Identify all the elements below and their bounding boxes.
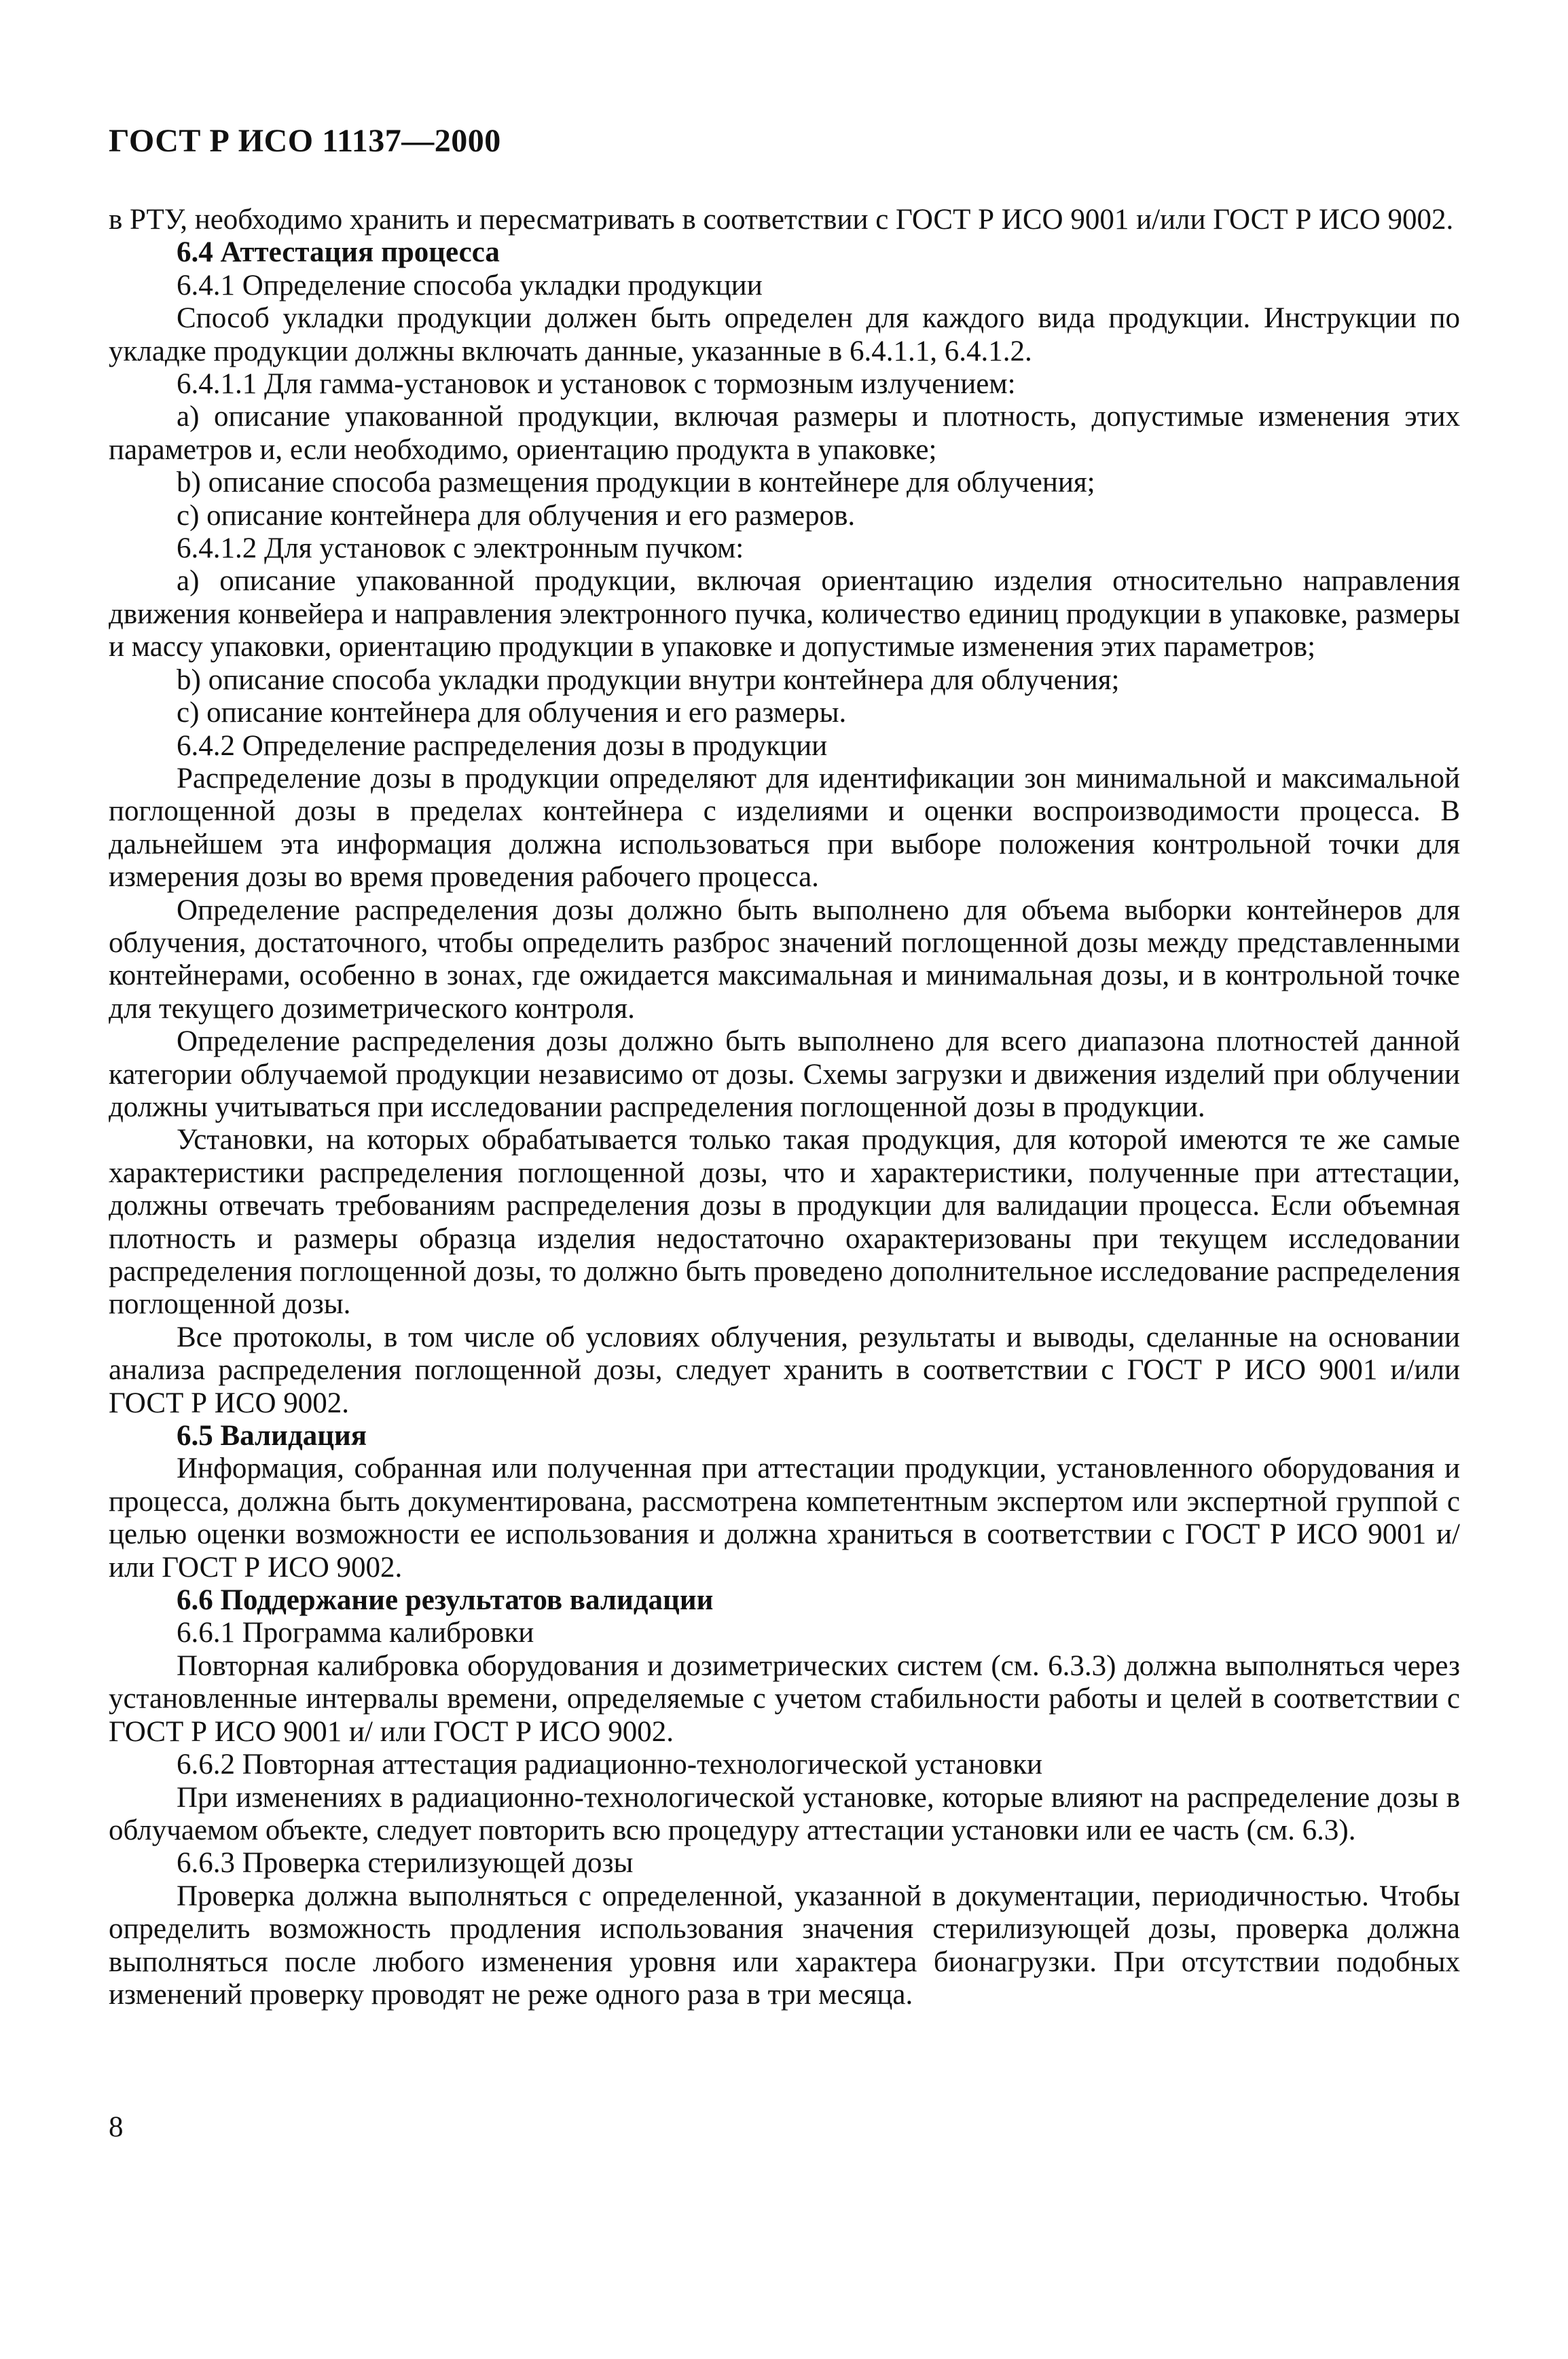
list-item: а) описание упакованной продукции, включая размеры и плотность, допустимые изменения этих параметров и, если необходимо, ориентацию продукта в упаковке; — [109, 401, 1460, 466]
section-heading-6-6: 6.6 Поддержание результатов валидации — [177, 1584, 714, 1617]
subsection-heading-6-4-1-1: 6.4.1.1 Для гамма-установок и установок с тормозным излучением: — [177, 368, 1016, 401]
subsection-heading-6-6-1: 6.6.1 Программа калибровки — [177, 1617, 534, 1649]
list-item: b) описание способа укладки продукции внутри контейнера для облучения; — [177, 663, 1120, 696]
list-item: с) описание контейнера для облучения и его размеров. — [177, 499, 856, 532]
paragraph: Повторная калибровка оборудования и дозиметрических систем (см. 6.3.3) должна выполняться через установленные интервалы времени, определяемые с учетом стабильности работы и целей в соответствии с ГОСТ Р ИСО 9001 и/ или ГОСТ Р ИСО 9002. — [109, 1649, 1460, 1748]
document-header: ГОСТ Р ИСО 11137—2000 — [109, 123, 501, 159]
subsection-heading-6-4-1-2: 6.4.1.2 Для установок с электронным пучком: — [177, 532, 744, 565]
list-item: с) описание контейнера для облучения и его размеры. — [177, 697, 847, 729]
document-body — [109, 204, 1460, 2011]
section-heading-6-4: 6.4 Аттестация процесса — [177, 236, 500, 269]
paragraph: Определение распределения дозы должно быть выполнено для всего диапазона плотностей данной категории облучаемой продукции независимо от дозы. Схемы загрузки и движения изделий при облучении должны учитываться при исследовании распределения поглощенной дозы в продукции. — [109, 1025, 1460, 1123]
paragraph: Распределение дозы в продукции определяют для идентификации зон минимальной и максимальной поглощенной дозы в пределах контейнера с изделиями и оценки воспроизводимости процесса. В дальнейшем эта информация должна использоваться при выборе положения контрольной точки для измерения дозы во время проведения рабочего процесса. — [109, 762, 1460, 894]
subsection-heading-6-4-1: 6.4.1 Определение способа укладки продукции — [177, 269, 763, 301]
paragraph: Все протоколы, в том числе об условиях облучения, результаты и выводы, сделанные на основании анализа распределения поглощенной дозы, следует хранить в соответствии с ГОСТ Р ИСО 9001 и/или ГОСТ Р ИСО 9002. — [109, 1321, 1460, 1419]
paragraph: Способ укладки продукции должен быть определен для каждого вида продукции. Инструкции по укладке продукции должны включать данные, указанные в 6.4.1.1, 6.4.1.2. — [109, 302, 1460, 367]
subsection-heading-6-4-2: 6.4.2 Определение распределения дозы в продукции — [177, 729, 828, 762]
paragraph: Установки, на которых обрабатывается только такая продукция, для которой имеются те же самые характеристики распределения поглощенной дозы, что и характеристики, полученные при аттестации, должны отвечать требованиям распределения дозы в продукции для валидации процесса. Если объемная плотность и размеры образца изделия недостаточно охарактеризованы при текущем исследовании распределения поглощенной дозы, то должно быть проведено дополнительное исследование распределения поглощенной дозы. — [109, 1124, 1460, 1321]
paragraph: Информация, собранная или полученная при аттестации продукции, установленного оборудования и процесса, должна быть документирована, рассмотрена компетентным экспертом или экспертной группой с целью оценки возможности ее использования и должна храниться в соответствии с ГОСТ Р ИСО 9001 и/или ГОСТ Р ИСО 9002. — [109, 1452, 1460, 1584]
list-item: b) описание способа размещения продукции в контейнере для облучения; — [177, 467, 1095, 499]
list-item: а) описание упакованной продукции, включая ориентацию изделия относительно направления движения конвейера и направления электронного пучка, количество единиц продукции в упаковке, размеры и массу упаковки, ориентацию продукции в упаковке и допустимые изменения этих параметров; — [109, 565, 1460, 663]
subsection-heading-6-6-3: 6.6.3 Проверка стерилизующей дозы — [177, 1847, 634, 1880]
subsection-heading-6-6-2: 6.6.2 Повторная аттестация радиационно-технологической установки — [177, 1749, 1042, 1781]
section-heading-6-5: 6.5 Валидация — [177, 1420, 367, 1452]
paragraph: При изменениях в радиационно-технологической установке, которые влияют на распределение дозы в облучаемом объекте, следует повторить всю процедуру аттестации установки или ее часть (см. 6.3). — [109, 1781, 1460, 1846]
page-number: 8 — [109, 2111, 124, 2143]
paragraph-continuation: в РТУ, необходимо хранить и пересматривать в соответствии с ГОСТ Р ИСО 9001 и/или ГОСТ Р ИСО 9002. — [109, 204, 1454, 236]
paragraph: Определение распределения дозы должно быть выполнено для объема выборки контейнеров для облучения, достаточного, чтобы определить разброс значений поглощенной дозы между представленными контейнерами, особенно в зонах, где ожидается максимальная и минимальная дозы, и в контрольной точке для текущего дозиметрического контроля. — [109, 894, 1460, 1025]
paragraph: Проверка должна выполняться с определенной, указанной в документации, периодичностью. Чтобы определить возможность продления использования значения стерилизующей дозы, проверка должна выполняться после любого изменения уровня или характера бионагрузки. При отсутствии подобных изменений проверку проводят не реже одного раза в три месяца. — [109, 1880, 1460, 2011]
